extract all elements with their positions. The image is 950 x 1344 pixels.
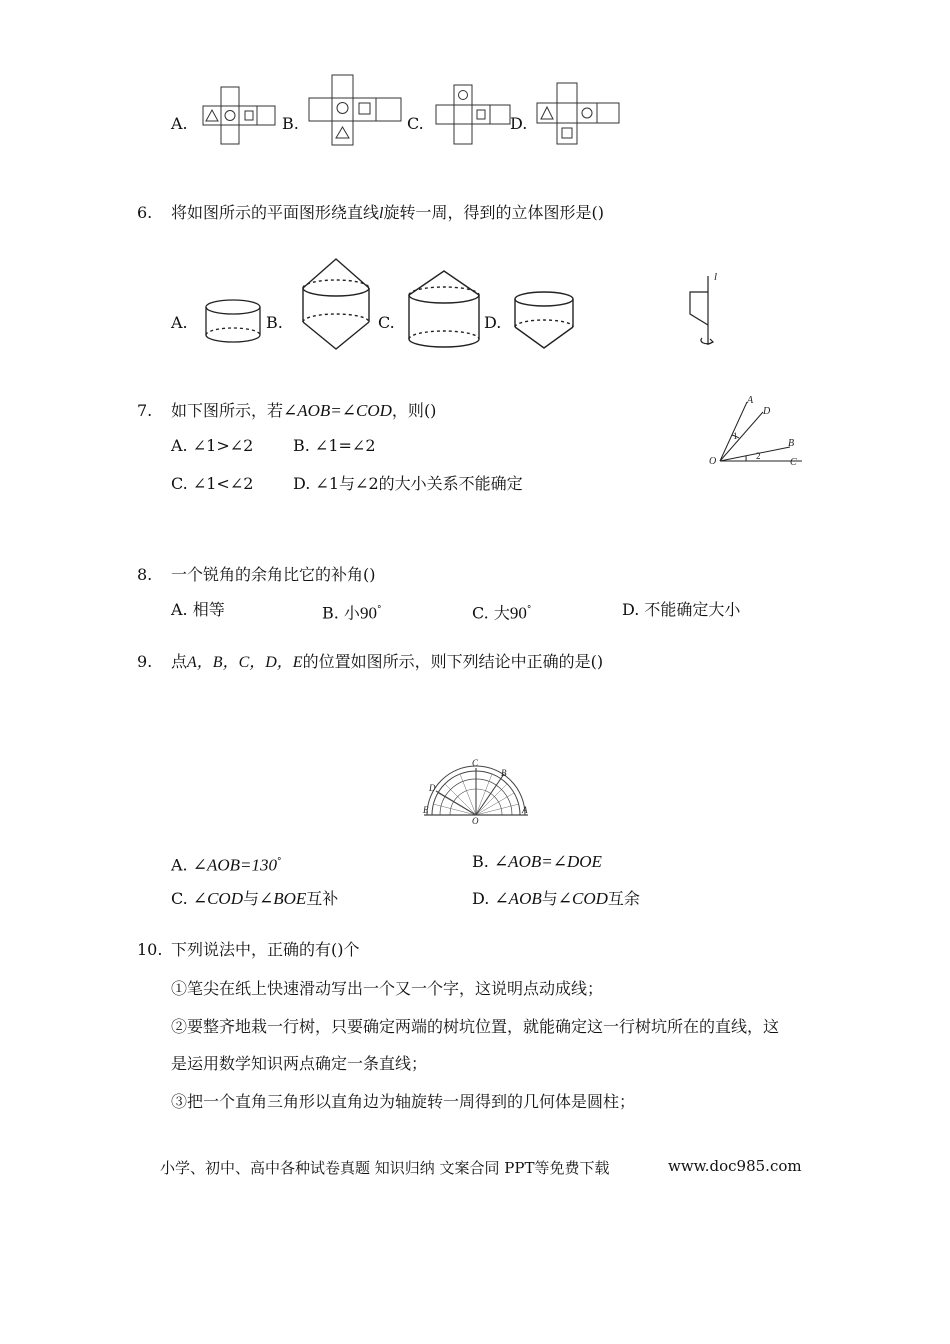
q6-plane-figure	[684, 270, 724, 350]
q9-option-d: D. ∠AOB与∠COD互余	[472, 889, 640, 908]
q10-stem: 下列说法中，正确的有()个	[171, 940, 360, 959]
q7-option-b: B. ∠1=∠2	[293, 436, 376, 455]
q5-option-c-label: C.	[407, 114, 424, 133]
q5-net-c	[434, 84, 514, 146]
q9-label-b: B	[501, 768, 507, 778]
q7-label-d: D	[763, 406, 771, 417]
q9-option-b: B. ∠AOB=∠DOE	[472, 852, 602, 871]
q9-label-d: D	[429, 783, 436, 793]
q7-option-a: A. ∠1>∠2	[171, 436, 254, 455]
q6-solid-b	[300, 256, 372, 352]
q6-line-label-l: l	[714, 271, 718, 283]
q10-statement-2-line2: 是运用数学知识两点确定一条直线；	[171, 1054, 428, 1073]
q8-stem: 一个锐角的余角比它的补角()	[171, 565, 376, 584]
q8-option-a: A. 相等	[171, 600, 225, 619]
q6-option-c-label: C.	[378, 313, 395, 332]
q6-option-b-label: B.	[266, 313, 283, 332]
q7-angle-figure	[706, 394, 806, 469]
q9-label-o: O	[472, 816, 479, 826]
q7-number: 7.	[137, 401, 153, 420]
q10-statement-1: ①笔尖在纸上快速滑动写出一个又一个字，这说明点动成线；	[171, 979, 604, 998]
q6-solid-c	[406, 268, 482, 350]
q7-angle-2: 2	[756, 451, 761, 461]
q6-solid-a-cylinder	[204, 298, 262, 344]
q5-option-d-label: D.	[510, 114, 528, 133]
q9-label-c: C	[472, 758, 479, 768]
q8-option-d: D. 不能确定大小	[622, 600, 741, 619]
footer-url[interactable]: www.doc985.com	[668, 1157, 802, 1175]
q7-label-o: O	[709, 456, 717, 467]
q10-statement-2-line1: ②要整齐地栽一行树，只要确定两端的树坑位置，就能确定这一行树坑所在的直线，这	[171, 1017, 780, 1036]
q5-option-a-label: A.	[171, 114, 188, 133]
q7-angle-1: 1	[733, 431, 738, 441]
q9-number: 9.	[137, 652, 153, 671]
q8-option-b: B. 小90°	[322, 603, 382, 623]
q9-protractor-figure	[420, 758, 532, 826]
q7-label-b: B	[788, 438, 795, 449]
q7-label-c: C	[790, 457, 797, 468]
q6-stem: 将如图所示的平面图形绕直线l旋转一周，得到的立体图形是()	[171, 203, 604, 222]
q7-label-a: A	[747, 395, 754, 406]
q10-number: 10.	[137, 940, 163, 959]
q6-option-a-label: A.	[171, 313, 188, 332]
footer-text: 小学、初中、高中各种试卷真题 知识归纳 文案合同 PPT等免费下载	[160, 1159, 610, 1177]
q9-label-a: A	[522, 805, 528, 815]
q8-option-c: C. 大90°	[472, 603, 532, 623]
q9-option-a: A. ∠AOB=130°	[171, 855, 282, 875]
q5-net-a	[199, 86, 283, 146]
q10-statement-3: ③把一个直角三角形以直角边为轴旋转一周得到的几何体是圆柱；	[171, 1092, 636, 1111]
q9-label-e: E	[423, 805, 429, 815]
q7-option-d: D. ∠1与∠2的大小关系不能确定	[293, 474, 523, 493]
q6-solid-d	[512, 289, 576, 351]
q9-option-c: C. ∠COD与∠BOE互补	[171, 889, 339, 908]
q7-stem: 如下图所示，若∠AOB=∠COD，则()	[171, 401, 437, 420]
q5-net-d	[535, 82, 621, 146]
q5-net-b	[307, 74, 403, 146]
q5-option-b-label: B.	[282, 114, 299, 133]
q6-number: 6.	[137, 203, 153, 222]
q8-number: 8.	[137, 565, 153, 584]
q6-option-d-label: D.	[484, 313, 502, 332]
q7-option-c: C. ∠1<∠2	[171, 474, 254, 493]
q9-stem: 点A，B，C，D，E的位置如图所示，则下列结论中正确的是()	[171, 652, 604, 671]
